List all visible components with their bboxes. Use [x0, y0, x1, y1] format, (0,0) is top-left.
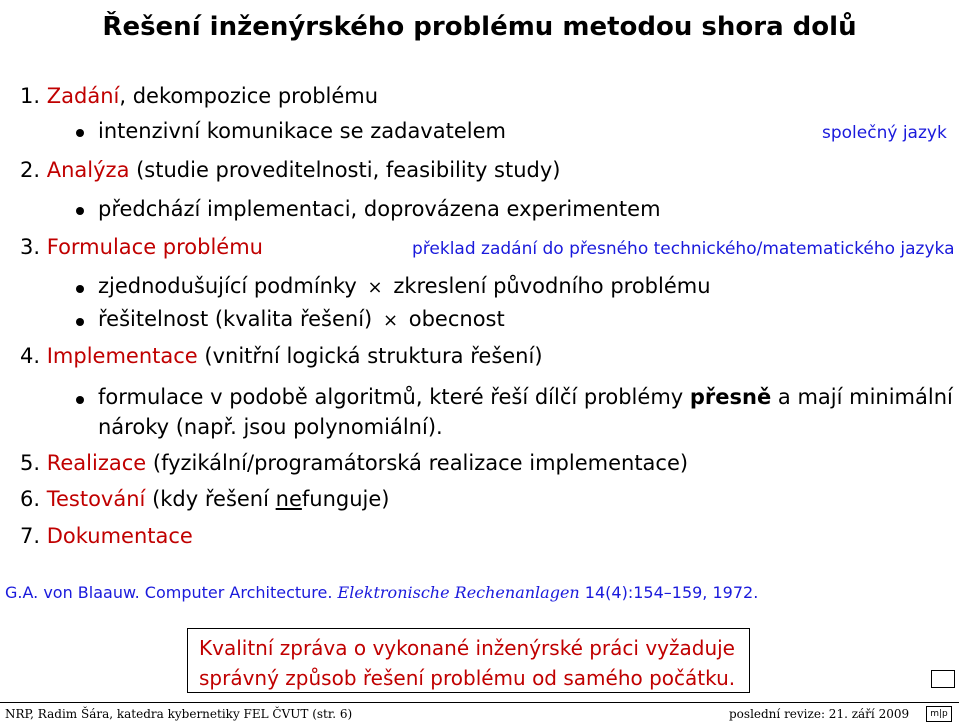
bullet-precedes-implementation: předchází implementaci, doprovázena experimentem [98, 197, 661, 221]
cross-icon: × [382, 310, 399, 331]
reference-citation [5, 583, 758, 602]
step-number: 7. [20, 524, 41, 548]
footer-divider [0, 702, 959, 703]
step-number: 6. [20, 487, 41, 511]
bullet-text: formulace v podobě algoritmů, které řeší dílčí problémy [98, 385, 690, 409]
conclusion-line-1: Kvalitní zpráva o vykonané inženýrské práci vyžaduje [199, 636, 735, 660]
step-text: (kdy řešení [145, 487, 276, 511]
step-7 [20, 524, 193, 548]
bullet-dot [76, 207, 84, 215]
tradeoff-right: obecnost [408, 307, 505, 331]
reference-volume: 14(4):154–159, 1972. [579, 583, 759, 602]
step-text: (studie proveditelnosti, feasibility study) [129, 158, 561, 182]
tradeoff-right: zkreslení původního problému [393, 274, 711, 298]
step-1 [20, 84, 378, 108]
step-number: 3. [20, 235, 41, 259]
tradeoff-left: zjednodušující podmínky [98, 274, 357, 298]
step-heading: Implementace [46, 344, 198, 368]
step-number: 4. [20, 344, 41, 368]
step-text: , dekompozice problému [119, 84, 379, 108]
mp-logo-icon: m|p [926, 706, 952, 722]
emphasis-precisely: přesně [689, 385, 772, 409]
step-number: 2. [20, 158, 41, 182]
step-6 [20, 487, 389, 511]
cross-icon: × [367, 277, 383, 298]
step-heading: Dokumentace [46, 524, 193, 548]
step-heading: Testování [46, 487, 146, 511]
reference-author-title: G.A. von Blaauw. Computer Architecture. [5, 583, 338, 602]
step-heading: Realizace [46, 451, 147, 475]
step-3 [20, 235, 263, 259]
step-5 [20, 451, 688, 475]
navigation-logo-icon[interactable] [931, 670, 955, 688]
step-heading: Formulace problému [46, 235, 263, 259]
bullet-dot [76, 396, 84, 404]
bullet-communication: intenzivní komunikace se zadavatelem [98, 119, 506, 143]
footer-revision-date: poslední revize: 21. září 2009 [729, 707, 910, 721]
step-number: 5. [20, 451, 41, 475]
step-4 [20, 344, 543, 368]
bullet-solvability [98, 307, 505, 331]
bullet-dot [76, 129, 84, 137]
conclusion-line-2: správný způsob řešení problému od samého počátku. [199, 666, 736, 690]
bullet-formulation-line1 [98, 385, 953, 409]
step-heading: Zadání [46, 84, 120, 108]
conclusion-box [187, 628, 750, 693]
underlined-ne: ne [275, 487, 302, 511]
bullet-simplifying-conditions [98, 274, 711, 298]
step-heading: Analýza [46, 158, 130, 182]
footer-author: NRP, Radim Šára, katedra kybernetiky FEL ČVUT (str. 6) [5, 707, 353, 721]
note-translation: překlad zadání do přesného technického/matematického jazyka [412, 239, 955, 259]
reference-journal: Elektronische Rechenanlagen [337, 583, 580, 602]
slide-title: Řešení inženýrského problému metodou shora dolů [102, 12, 857, 42]
bullet-text: a mají minimální [771, 385, 953, 409]
bullet-formulation-line2: nároky (např. jsou polynomiální). [98, 415, 443, 439]
step-number: 1. [20, 84, 41, 108]
note-common-language: společný jazyk [822, 123, 947, 143]
step-text: (vnitřní logická struktura řešení) [197, 344, 543, 368]
step-2 [20, 158, 560, 182]
bullet-dot [76, 318, 84, 326]
bullet-dot [76, 285, 84, 293]
tradeoff-left: řešitelnost (kvalita řešení) [98, 307, 373, 331]
step-text: (fyzikální/programátorská realizace implementace) [146, 451, 689, 475]
step-text: funguje) [301, 487, 390, 511]
